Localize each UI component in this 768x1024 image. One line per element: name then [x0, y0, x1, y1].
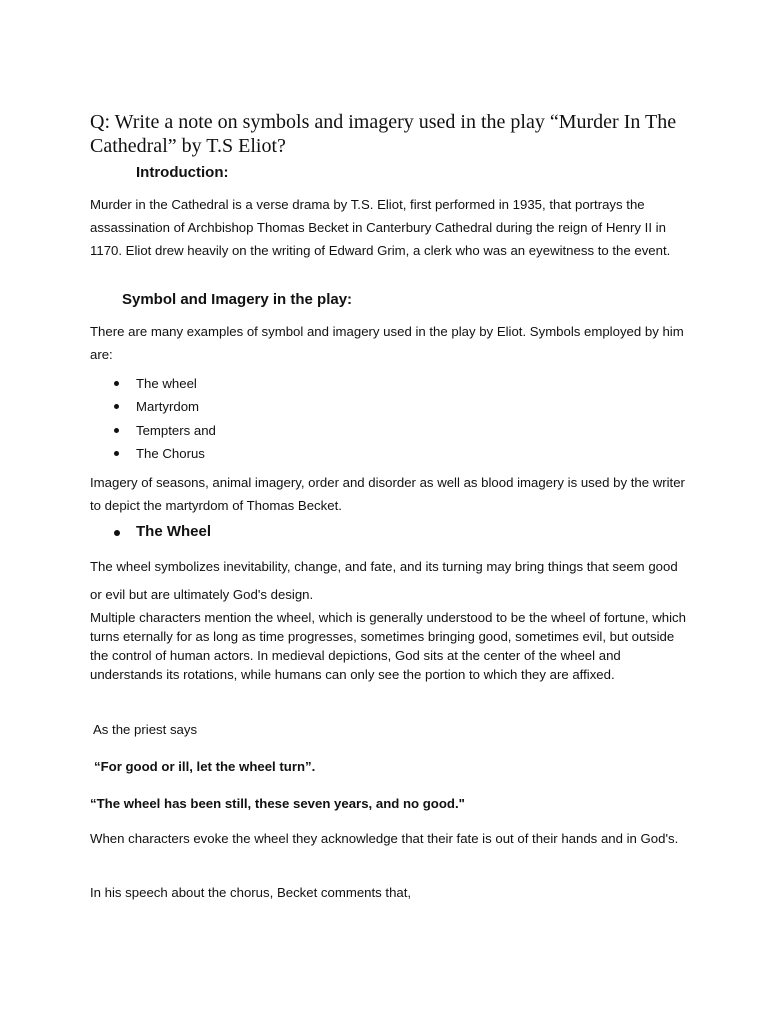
evoke-paragraph: When characters evoke the wheel they acknowledge that their fate is out of their hands and in God's. — [90, 831, 679, 846]
wheel-paragraph-1: The wheel symbolizes inevitability, change, and fate, and its turning may bring things that seem good or evil but are ultimately God's design. — [90, 559, 678, 602]
becket-paragraph: In his speech about the chorus, Becket comments that, — [90, 885, 412, 900]
bullet-icon — [114, 381, 119, 386]
quote-2: “The wheel has been still, these seven years, and no good." — [90, 796, 465, 811]
imagery-paragraph: Imagery of seasons, animal imagery, order and disorder as well as blood imagery is used by the writer to depict the martyrdom of Thomas Becket. — [90, 475, 685, 513]
bullet-icon — [114, 451, 119, 456]
list-item — [112, 372, 216, 395]
list-item-label: The Chorus — [136, 445, 205, 461]
quote-1: “For good or ill, let the wheel turn”. — [94, 759, 316, 774]
priest-says-line: As the priest says — [93, 722, 198, 737]
introduction-paragraph: Murder in the Cathedral is a verse drama by T.S. Eliot, first performed in 1935, that portrays the assassination of Archbishop Thomas Becket in Canterbury Cathedral during the reign of Henry II in 1170. Eliot drew heavily on the writing of Edward Grim, a clerk who was an eyewitness to the event. — [90, 197, 671, 258]
introduction-heading: Introduction: — [136, 164, 229, 181]
list-item — [112, 442, 216, 465]
bullet-icon — [114, 428, 119, 433]
list-item — [112, 395, 216, 418]
symbol-imagery-heading: Symbol and Imagery in the play: — [122, 291, 353, 308]
wheel-heading — [112, 523, 211, 540]
list-item-label: Martyrdom — [136, 399, 200, 415]
list-item — [112, 419, 216, 442]
bullet-icon — [114, 530, 120, 536]
wheel-paragraph-2: Multiple characters mention the wheel, which is generally understood to be the wheel of fortune, which turns eternally for as long as time progresses, sometimes bringing good, sometimes evil, but outside the control of human actors. In medieval depictions, God sits at the center of the wheel and understands its rotations, while humans can only see the portion to which they are affixed. — [90, 610, 686, 682]
list-item-label: The wheel — [136, 376, 197, 391]
bullet-icon — [114, 404, 119, 409]
question-title: Q: Write a note on symbols and imagery used in the play “Murder In The Cathedral” by T.S Eliot? — [90, 111, 677, 157]
symbols-intro-paragraph: There are many examples of symbol and imagery used in the play by Eliot. Symbols employed by him are: — [90, 324, 684, 362]
symbols-list — [112, 372, 216, 465]
list-item-label: Tempters and — [136, 422, 216, 438]
wheel-heading-label: The Wheel — [136, 523, 212, 540]
